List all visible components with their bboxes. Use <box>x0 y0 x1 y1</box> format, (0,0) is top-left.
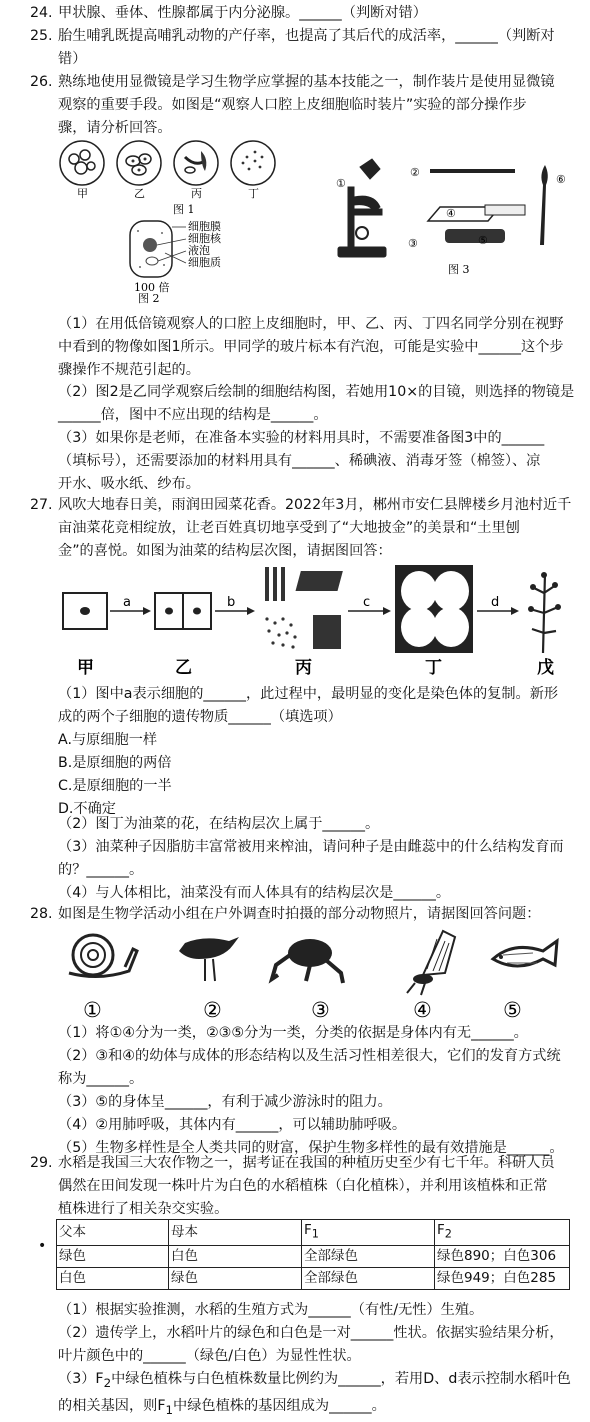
sub-line: （2）遗传学上，水稻叶片的绿色和白色是一对______性状。依据实验结果分析， <box>58 1325 564 1341</box>
fig2-label: 液泡 <box>188 244 210 257</box>
fig1-caption: 图 1 <box>173 203 195 216</box>
fig1-label: 丁 <box>248 187 259 200</box>
fig3-number: ⑤ <box>478 234 488 247</box>
sub-line: （3）如果你是老师，在准备本实验的材料用具时，不需要准备图3中的______ <box>58 430 545 446</box>
arrow-label: b <box>227 595 236 610</box>
question-24 <box>30 2 578 25</box>
fig2-caption: 图 2 <box>138 292 160 305</box>
q27-sub1 <box>58 683 578 706</box>
question-number: 29. <box>30 1155 53 1171</box>
sub-line: （5）生物多样性是全人类共同的财富，保护生物多样性的最有效措施是______。 <box>58 1140 564 1156</box>
q29-subs-cont <box>58 1345 590 1422</box>
figure-3-lab-equipment <box>330 147 580 282</box>
figure-1-microscope-views <box>55 137 305 217</box>
stage-label: 丙 <box>295 658 312 678</box>
question-text-line2: 观察的重要手段。如图是“观察人口腔上皮细胞临时装片”实验的部分操作步 <box>58 97 527 113</box>
question-text-line3: 植株进行了相关杂交实验。 <box>58 1201 229 1217</box>
question-text: 甲状腺、垂体、性腺都属于内分泌腺。______（判断对错） <box>58 5 427 21</box>
q26-sub1 <box>58 313 578 382</box>
sub-line: （1）根据实验推测，水稻的生殖方式为______（有性/无性）生殖。 <box>58 1302 484 1318</box>
stage-label: 戊 <box>537 658 554 678</box>
sub-line: （3）⑤的身体呈______，有利于减少游泳时的阻力。 <box>58 1094 392 1110</box>
animal-label: ⑤ <box>503 998 522 1022</box>
sub-line: 开水、吸水纸、纱布。 <box>58 476 200 492</box>
figure-rapeseed-structure-levels <box>55 563 575 681</box>
arrow-label: c <box>363 595 371 610</box>
sub-line: 称为______。 <box>58 1071 144 1087</box>
q27-sub2 <box>58 813 578 905</box>
table-row <box>57 1245 570 1267</box>
butterfly-image <box>407 931 455 995</box>
stage-label: 甲 <box>77 658 94 678</box>
arrow-label: a <box>123 595 131 610</box>
sub-line: $(3)F_2$中绿色植株与白色植株数量比例约为______，若用D、d表示控制水稻叶色 <box>58 1371 571 1390</box>
question-text-line1: 胎生哺乳既提高哺乳动物的产仔率，也提高了其后代的成活率，______（判断对 <box>58 28 555 44</box>
question-29 <box>30 1152 578 1221</box>
sub-line: 中看到的物像如图1所示。甲同学的玻片标本有汽泡，可能是实验中______这个步 <box>58 339 564 355</box>
table-cell: 白色 <box>169 1245 302 1267</box>
q27-sub1-cont <box>58 706 590 821</box>
table-header: 父本 <box>57 1220 169 1246</box>
fig3-number: ③ <box>408 237 418 250</box>
question-text-line2: 错） <box>58 51 87 67</box>
view-jia <box>60 141 104 185</box>
stage-label: 丁 <box>425 658 442 678</box>
bullet: • <box>38 1238 47 1254</box>
table-row <box>57 1267 570 1289</box>
sub-line: （2）图丁为油菜的花，在结构层次上属于______。 <box>58 816 380 832</box>
animal-label: ③ <box>311 998 330 1022</box>
question-number: 26. <box>30 74 53 90</box>
fig1-label: 丙 <box>191 187 202 200</box>
sub-line: （4）②用肺呼吸，其体内有______，可以辅助肺呼吸。 <box>58 1117 407 1133</box>
sub-line: （2）③和④的幼体与成体的形态结构以及生活习性相差很大，它们的发育方式统 <box>58 1048 561 1064</box>
table-cell: 绿色 <box>169 1267 302 1289</box>
table-cell: 白色 <box>57 1267 169 1289</box>
sub-line: 骤操作不规范引起的。 <box>58 362 200 378</box>
table-header: $F_1$ <box>302 1220 435 1246</box>
sub-line: （2）图2是乙同学观察后绘制的细胞结构图，若她用10×的目镜，则选择的物镜是 <box>58 384 575 400</box>
question-number: 27. <box>30 497 53 513</box>
fig3-number: ① <box>336 177 346 190</box>
fig1-label: 甲 <box>77 187 88 200</box>
fig2-label: 细胞核 <box>188 232 221 245</box>
question-text-line1: 熟练地使用显微镜是学习生物学应掌握的基本技能之一，制作装片是使用显微镜 <box>58 74 555 90</box>
option-b: B.是原细胞的两倍 <box>58 755 172 771</box>
animal-label: ② <box>203 998 222 1022</box>
sub-line: 叶片颜色中的______（绿色/白色）为显性性状。 <box>58 1348 361 1364</box>
sub-line: 的？______。 <box>58 862 144 878</box>
table-header-row <box>57 1220 570 1246</box>
fig3-number: ② <box>410 166 420 179</box>
fig3-caption: 图 3 <box>448 263 470 276</box>
question-text-line1: 风吹大地春日美，雨润田园菜花香。2022年3月，郴州市安仁县牌楼乡月池村近千 <box>58 497 572 513</box>
table-cell: 绿色949；白色285 <box>435 1267 570 1289</box>
sub-line: 成的两个子细胞的遗传物质______（填选项） <box>58 709 342 725</box>
view-ding <box>231 141 275 185</box>
question-text-line2: 偶然在田间发现一株叶片为白色的水稻植株（白化植株），并利用该植株和正常 <box>58 1178 548 1194</box>
question-text-line2: 亩油菜花竞相绽放，让老百姓真切地享受到了“大地披金”的美景和“土里刨 <box>58 520 520 536</box>
bird-image <box>179 937 239 981</box>
fig2-label: 细胞质 <box>188 256 221 269</box>
option-a: A.与原细胞一样 <box>58 732 158 748</box>
sub-line: （4）与人体相比，油菜没有而人体具有的结构层次是______。 <box>58 885 451 901</box>
option-c: C.是原细胞的一半 <box>58 778 172 794</box>
q28-subs-cont <box>58 1068 590 1160</box>
animal-label: ④ <box>413 998 432 1022</box>
q28-subs <box>58 1022 578 1068</box>
option-d: D.不确定 <box>58 801 116 817</box>
figure-animal-photos <box>55 925 575 1023</box>
question-number: 24. <box>30 5 53 21</box>
fig1-label: 乙 <box>134 187 145 200</box>
q26-sub3 <box>58 427 578 496</box>
fig2-magnification: 100 倍 <box>134 281 170 294</box>
question-25 <box>30 25 578 71</box>
figure-2-cell-drawing <box>120 215 250 305</box>
table-cell: 全部绿色 <box>302 1267 435 1289</box>
q29-subs <box>58 1299 578 1345</box>
table-header: 母本 <box>169 1220 302 1246</box>
question-number: 25. <box>30 28 53 44</box>
fig3-number: ⑥ <box>556 173 566 186</box>
animal-label: ① <box>83 998 102 1022</box>
sub-line: 的相关基因，则$F_1$中绿色植株的基因组成为______。 <box>58 1397 386 1417</box>
frog-image <box>272 939 343 983</box>
question-26 <box>30 71 578 140</box>
cross-experiment-table <box>56 1219 570 1290</box>
table-cell: 绿色890；白色306 <box>435 1245 570 1267</box>
sub-line: ______倍，图中不应出现的结构是______。 <box>58 407 328 423</box>
question-number: 28. <box>30 906 53 922</box>
fig2-label: 细胞膜 <box>188 220 221 233</box>
sub-line: （1）图中a表示细胞的______，此过程中，最明显的变化是染色体的复制。新形 <box>58 686 559 702</box>
sub-line: （1）在用低倍镜观察人的口腔上皮细胞时，甲、乙、丙、丁四名同学分别在视野 <box>58 316 564 332</box>
stage-label: 乙 <box>175 658 192 678</box>
question-text-line3: 金”的喜悦。如图为油菜的结构层次图，请据图回答： <box>58 543 392 559</box>
sub-line: （填标号），还需要添加的材料用具有______、稀碘液、消毒牙签（棉签）、凉 <box>58 453 541 469</box>
question-text-line1: 水稻是我国三大农作物之一，据考证在我国的种植历史至少有七千年。科研人员 <box>58 1155 555 1171</box>
table-cell: 绿色 <box>57 1245 169 1267</box>
sub-line: （1）将①④分为一类，②③⑤分为一类，分类的依据是身体内有无______。 <box>58 1025 528 1041</box>
fish-image <box>493 941 557 966</box>
table-cell: 全部绿色 <box>302 1245 435 1267</box>
table-header: $F_2$ <box>435 1220 570 1246</box>
question-text-line3: 骤，请分析回答。 <box>58 120 172 136</box>
question-27 <box>30 494 578 563</box>
question-text: 如图是生物学活动小组在户外调查时拍摄的部分动物照片，请据图回答问题： <box>58 906 541 922</box>
arrow-label: d <box>491 595 500 610</box>
question-28 <box>30 903 578 926</box>
sub-line: （3）油菜种子因脂肪丰富常被用来榨油，请问种子是由雌蕊中的什么结构发育而 <box>58 839 564 855</box>
fig3-number: ④ <box>446 207 456 220</box>
q26-sub2 <box>58 381 578 427</box>
snail-image <box>69 935 137 977</box>
